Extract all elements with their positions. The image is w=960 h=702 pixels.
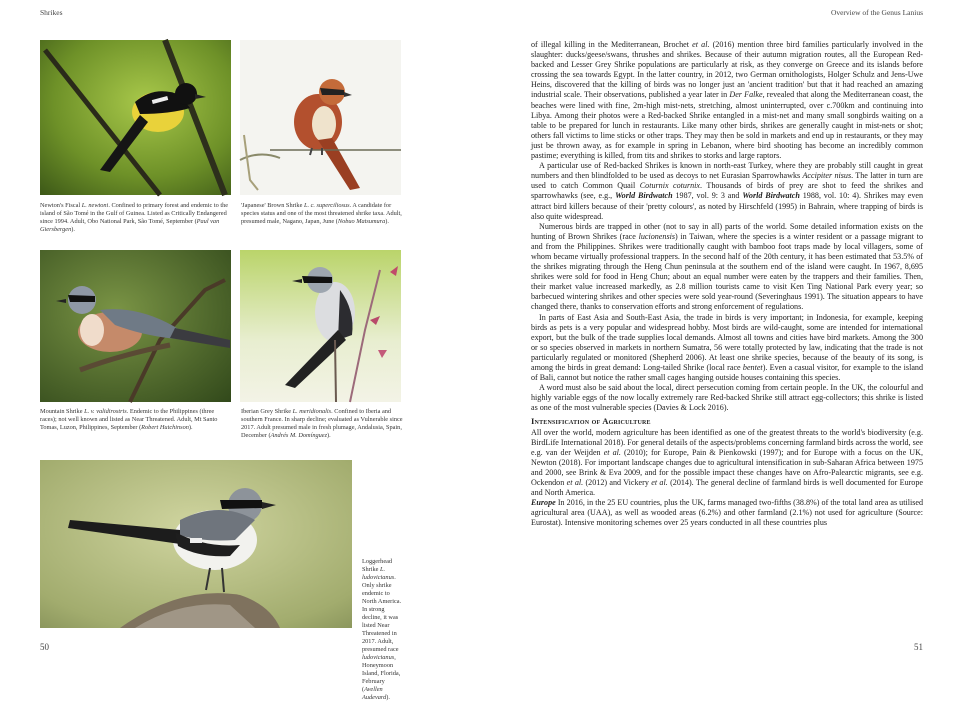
text-run: Europe (531, 498, 556, 508)
body-paragraph (531, 222, 923, 313)
page-number-left: 50 (40, 642, 49, 652)
text-run: et al. (692, 40, 710, 49)
text-run: ). (327, 432, 331, 439)
left-page (0, 0, 480, 701)
text-run: World Birdwatch (615, 191, 673, 201)
text-run: Andrés M. Domínguez (270, 432, 328, 439)
text-run: In 2016, in the 25 EU countries, plus the UK, farms managed two-fifths (38.8%) of the total land area as utilised agricultural area (UAA), as well as wooded areas (6.2%) and other farmland (2.1%) not used for agriculture (Source: Eurostat). Intensive monitoring schemes over 25 years conducted in all these countries plus (531, 498, 923, 528)
caption-newtons-fiscal (40, 202, 232, 234)
page-number-right: 51 (914, 642, 923, 652)
text-run: ). (385, 218, 389, 225)
text-run: et al. (566, 478, 584, 488)
caption-text (40, 202, 228, 233)
text-run: L. ludovicianus (362, 566, 395, 581)
body-paragraph (531, 498, 923, 528)
text-run: Accipiter nisus (802, 171, 852, 181)
caption-text (40, 408, 217, 431)
text-run: (2014). The general decline of farmland birds is well documented for Europe and North America. (531, 478, 923, 498)
text-run: ). (71, 226, 75, 233)
body-paragraph (531, 40, 923, 161)
caption-text (362, 558, 401, 701)
text-run: . Thousands of birds of prey are shot to feed the shrikes and sparrowhawks (see, e.g., (531, 181, 923, 201)
text-run: Mountain Shrike (40, 408, 85, 415)
text-run: , revealed that along the Mediterranean coast, the beaches were lined with fine, 2m-high mist-nets, stretching, almost uninterrupted, over c.700km and continuing into Libya. Among their photos were a Red-backed Shrike entangled in a mist-net and many small songbirds waiting on a table to be prepared for lunch in restaurants. Like many other birds, shrikes are generally caught in mist-nets or shot; others fall victims to lime sticks or other traps. They may then be sold in markets and end up in restaurants, or they may just be thrown away, as for example in spring in Lebanon, where bird shooting has become an incredibly common pastime; everything is killed, from tits and shrikes to storks and large raptors. (531, 90, 923, 161)
text-run: et al. (603, 447, 621, 457)
text-run: A word must also be said about the local, direct persecution coming from certain people. In the UK, the colourful and highly variable eggs of the now locally extremely rare Red-backed Shrike still attract egg-collectors; this shrike is listed as one of the most vulnerable species (Davies & Lock 2016). (531, 383, 923, 413)
text-run: A particular use of Red-backed Shrikes is known in north-east Turkey, where they are probably still caught in great numbers and then blindfolded to be used as decoys to net Eurasian Sparrowhawks (531, 161, 923, 181)
text-run: L. newtoni (81, 202, 109, 209)
text-run: Paul van Giersbergen (40, 218, 220, 233)
body-paragraph (531, 161, 923, 222)
text-run: . Endemic to the Philippines (three races); not well known and listed as Near Threatened. Adult, Mt Santo Tomas, Luzon, Philippines, September ( (40, 408, 218, 431)
text-run: . A candidate for species status and one of the most threatened shrike taxa. Adult, presumed male, Nagano, Japan, June ( (241, 202, 402, 225)
text-run: 'Japanese' Brown Shrike (241, 202, 304, 209)
photo-loggerhead-shrike (40, 460, 352, 628)
text-run: et al. (651, 478, 668, 488)
text-run: All over the world, modern agriculture has been identified as one of the greatest threats to the world's biodiversity (e.g. BirdLife International 2018). For general details of the aspects/problems concerning farmland birds across the world, see e.g. van der Weijden (531, 427, 923, 457)
caption-text (241, 408, 403, 439)
text-run: L. v. validirostris (84, 408, 127, 415)
text-run: ). (386, 694, 390, 701)
text-run: bentet (742, 363, 763, 372)
text-run: Nobuo Matsumura (337, 218, 386, 225)
text-run: ). (188, 424, 193, 431)
text-run: ). Even a casual visitor, for example to the island of Bali, cannot but notice the rather small cages hanging outside houses containing this species. (531, 363, 923, 383)
text-run: (2016) mention three bird families particularly involved in the slaughter: ducks/geese/swans, thrushes and shrikes. Because of their autumn migration routes, all the European Red-backed and Lesser Grey Shrike populations are particularly at risk, as they converge on Greece and its islands before crossing the sea towards Egypt. In the latter country, in 2012, two German ornithologists, Holger Schulz and Jens-Uwe Heins, discovered that the killing of birds was no longer just an 'ancient tradition' but that it had reached an amazing industrial scale. Their observations, published a year later in (531, 40, 923, 100)
text-run: In parts of East Asia and South-East Asia, the trade in birds is very important; in Indonesia, for example, keeping birds as pets is a very popular and widespread hobby. Most birds are wild-caught, some are intended for international export, but the bulk of the trade supplies local demands. Almost all towns and cities have bird markets. Among the 300 or so species observed in markets in northern Sumatra, 56 were totally protected by law, indicating that the trade is not particularly regulated or monitored (Shepherd 2006). At least one shrike species, because of the beauty of its song, is among the birds in great demand: Long-tailed Shrike (local race (531, 312, 923, 372)
caption-japanese-brown-shrike (241, 202, 403, 226)
running-head-left: Shrikes (40, 8, 63, 17)
caption-text (241, 202, 402, 225)
text-run: L. c. superciliosus (303, 202, 350, 209)
text-run: . Confined to primary forest and endemic to the island of São Tomé in the Gulf of Guinea. Listed as Critically Endangered since 1994. Adult, Obo National Park, São Tomé, September ( (40, 202, 229, 225)
text-run: L. meridionalis (292, 408, 332, 415)
text-run: Numerous birds are trapped in other (not to say in all) parts of the world. Some detailed information exists on the hunting of Brown Shrikes (race (531, 221, 923, 241)
text-run: . Confined to Iberia and southern France. In sharp decline; evaluated as Vulnerable since 2017. Adult presumed male in fresh plumage, Andalusia, Spain, December ( (241, 408, 403, 439)
text-run: Iberian Grey Shrike (241, 408, 293, 415)
text-run: Der Falke (729, 90, 763, 100)
text-run: (2010); for Europe, Pain & Pienkowski (1997); and for Europe with a focus on the UK, Newton (2018). For important landscape changes due to agricultural intensification in sub-Saharan Africa between 1975 and 2000, see Brink & Eva 2009, and for the possible impact these changes have on Afro-Palearctic migrants, see e.g. Ockendon (531, 447, 923, 488)
text-run: Newton's Fiscal (40, 202, 82, 209)
body-paragraph (531, 383, 923, 413)
text-run: , Honeymoon Island, Florida, February ( (362, 654, 401, 693)
right-page (480, 0, 960, 678)
text-run: 1988, vol. 10: 4). Shrikes may even attract bird killers because of their 'pretty colours', as noted by Hirschfeld (1995) in Bahrain, where trapping of birds is also quite widespread. (531, 191, 924, 221)
text-run: (2012) and Vickery (583, 478, 652, 488)
text-run: World Birdwatch (742, 191, 800, 201)
photo-japanese-brown-shrike (240, 40, 401, 195)
body-paragraph (531, 428, 923, 499)
photo-mountain-shrike (40, 250, 231, 402)
caption-loggerhead-shrike (362, 558, 404, 702)
running-head-right: Overview of the Genus Lanius (830, 8, 923, 17)
text-run: . Only shrike endemic to North America. In strong decline, it was listed Near Threatened in 2017. Adult, presumed race (362, 574, 402, 653)
text-run: of illegal killing in the Mediterranean, Brochet (531, 40, 693, 49)
caption-mountain-shrike (40, 408, 232, 432)
text-run: . The latter in turn are used to catch Common Quail (531, 171, 923, 191)
photo-newtons-fiscal (40, 40, 231, 195)
text-run: ) in Taiwan, where the species is a winter resident or a passage migrant to and from the Philippines. Shrikes were traditionally caught with bamboo foot traps made by local villagers, some of whom became virtually professional trappers. In the second half of the 20th century, it has been estimated that 53.5% of the shrikes migrating through the Heng Chun peninsula at the southern end of the island were caught. In 1967, 8,695 shrikes were sold for food in Heng Chun; about an equal number were eaten by the trappers and their families. Then, their market value increased markedly, as 2.8 million tourists came to visit Ken Ting National Park every year; so barbecued wintering shrikes and other species were sold year-round (Severinghaus 1991). The situation appears to have changed there, thanks to conservation efforts and strong enforcement of regulations. (531, 231, 923, 312)
text-run: Robert Hutchinson (141, 424, 189, 431)
text-run: Avellen Audevard (362, 686, 387, 701)
text-run: Loggerhead Shrike (362, 558, 393, 573)
section-heading: Intensification of Agriculture (531, 416, 651, 427)
text-run: Coturnix coturnix (639, 181, 701, 191)
text-run: 1987, vol. 9: 3 and (672, 191, 743, 201)
photo-iberian-grey-shrike (240, 250, 401, 402)
body-text (531, 40, 923, 529)
body-paragraph (531, 313, 923, 384)
caption-iberian-grey-shrike (241, 408, 403, 440)
text-run: ludovicianus (362, 654, 395, 661)
text-run: lucionensis (638, 231, 675, 241)
